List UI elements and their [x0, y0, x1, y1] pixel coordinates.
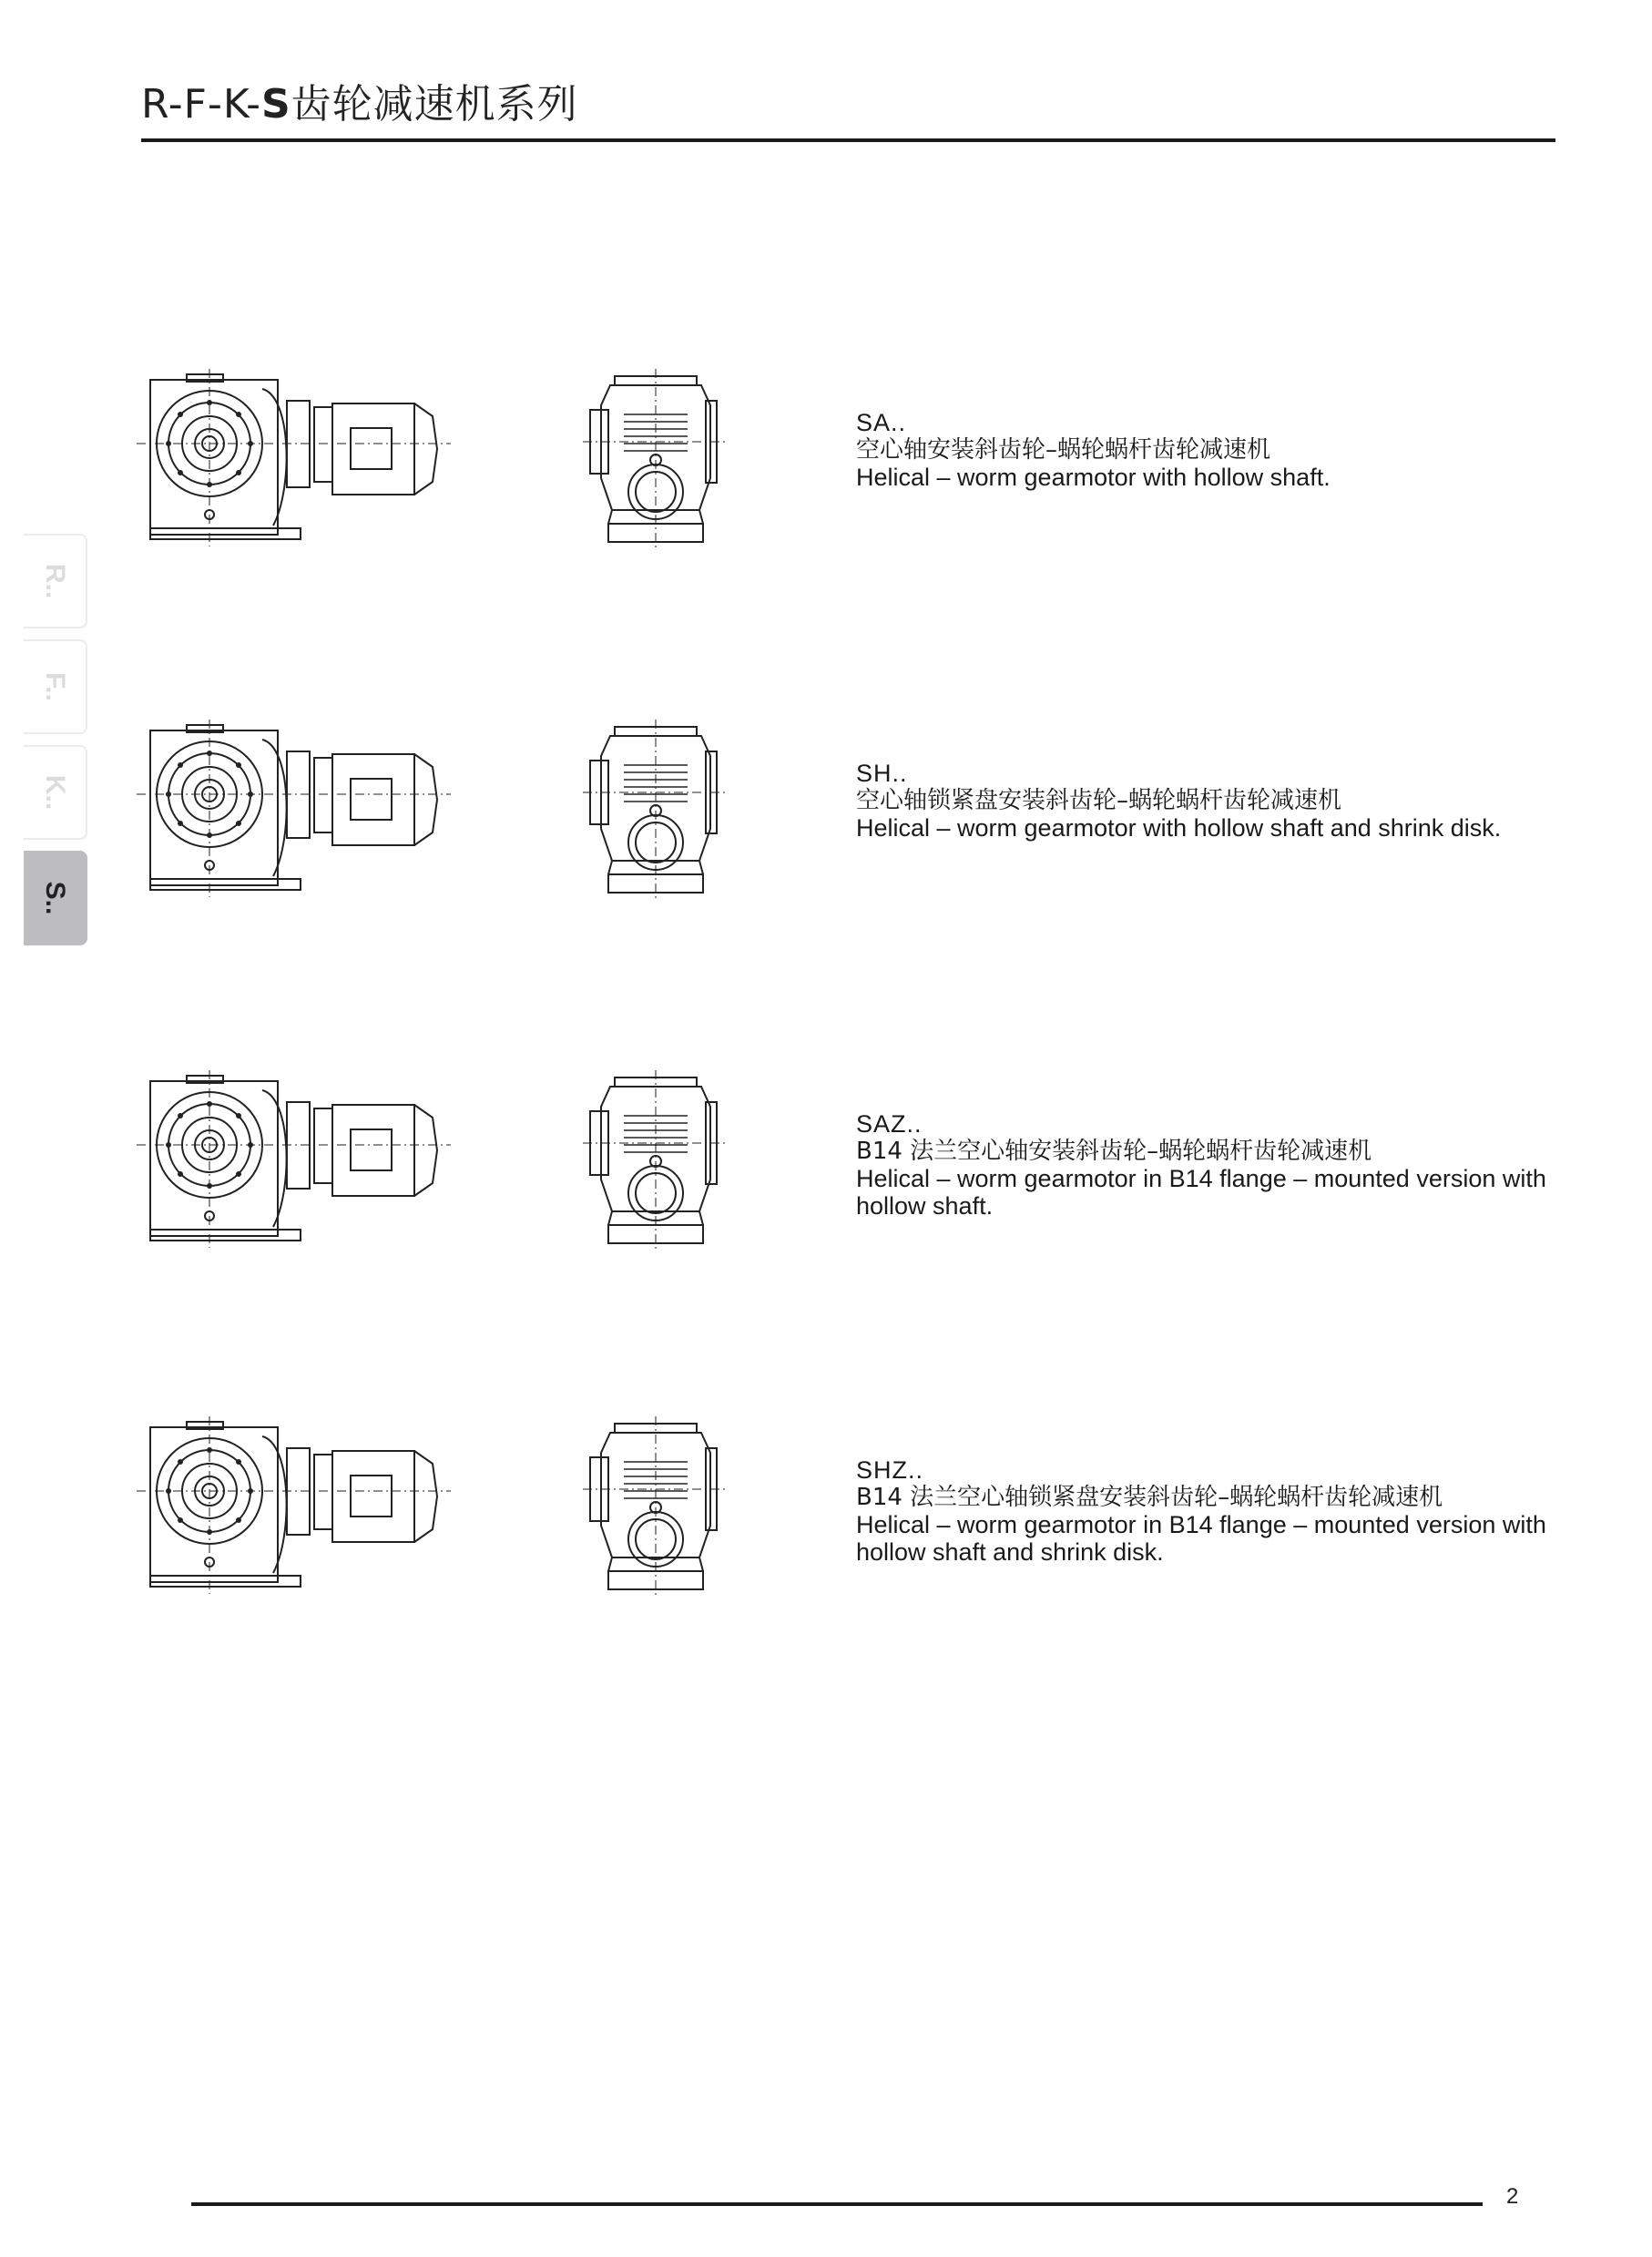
- product-name-cn: 空心轴安装斜齿轮–蜗轮蜗杆齿轮减速机: [856, 436, 1271, 464]
- page-number: 2: [1506, 2184, 1519, 2209]
- gearmotor-front-view-drawing: [583, 1070, 729, 1252]
- product-row: [0, 1416, 1652, 1690]
- product-row: [0, 369, 1652, 642]
- side-tab-s[interactable]: S..: [24, 851, 87, 945]
- gearmotor-side-view-drawing: [137, 369, 464, 551]
- product-name-cn: B14 法兰空心轴安装斜齿轮–蜗轮蜗杆齿轮减速机: [856, 1138, 1372, 1165]
- product-name-en: Helical – worm gearmotor in B14 flange – mounted version with hollow shaft.: [856, 1165, 1546, 1220]
- product-name-cn: 空心轴锁紧盘安装斜齿轮–蜗轮蜗杆齿轮减速机: [856, 787, 1342, 814]
- product-name-en: Helical – worm gearmotor in B14 flange – mounted version with hollow shaft and shrink disk.: [856, 1511, 1546, 1566]
- product-code: SA..: [856, 409, 907, 436]
- product-code: SH..: [856, 760, 908, 787]
- gearmotor-side-view-drawing: [137, 1416, 464, 1598]
- footer-rule: [191, 2202, 1483, 2206]
- product-code: SHZ..: [856, 1456, 924, 1484]
- page-title: R-F-K-S齿轮减速机系列: [141, 81, 578, 128]
- product-description: [856, 409, 1548, 491]
- side-tab-r[interactable]: R..: [24, 534, 87, 628]
- product-name-en: Helical – worm gearmotor with hollow shaft and shrink disk.: [856, 814, 1502, 842]
- side-tab-f[interactable]: F..: [24, 639, 87, 734]
- product-code: SAZ..: [856, 1110, 923, 1138]
- product-name-cn: B14 法兰空心轴锁紧盘安装斜齿轮–蜗轮蜗杆齿轮减速机: [856, 1484, 1443, 1511]
- gearmotor-front-view-drawing: [583, 369, 729, 551]
- gearmotor-side-view-drawing: [137, 1070, 464, 1252]
- gearmotor-side-view-drawing: [137, 720, 464, 902]
- product-description: [856, 1456, 1548, 1566]
- gearmotor-front-view-drawing: [583, 1416, 729, 1598]
- product-row: [0, 720, 1652, 993]
- product-description: [856, 1110, 1548, 1220]
- header-rule: [141, 138, 1555, 142]
- product-name-en: Helical – worm gearmotor with hollow shaft.: [856, 464, 1331, 491]
- product-description: [856, 760, 1548, 842]
- side-tab-k[interactable]: K..: [24, 745, 87, 840]
- gearmotor-front-view-drawing: [583, 720, 729, 902]
- product-row: [0, 1070, 1652, 1343]
